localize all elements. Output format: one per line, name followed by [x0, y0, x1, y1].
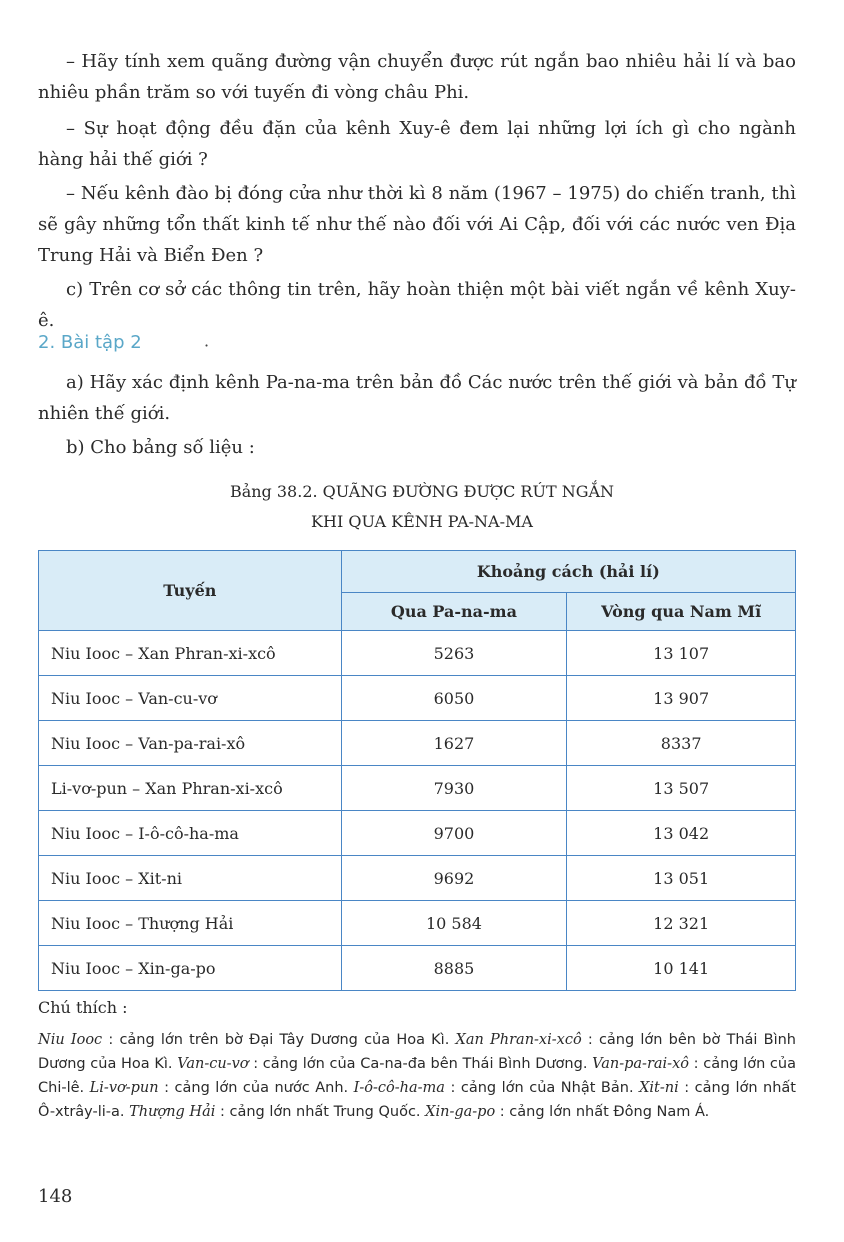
note-desc: : cảng lớn của Ca-na-đa bên Thái Bình Dương. — [248, 1056, 593, 1072]
exercise-part-b: b) Cho bảng số liệu : — [66, 437, 255, 458]
question-benefits: – Sự hoạt động đều đặn của kênh Xuy-ê đem lại những lợi ích gì cho ngành hàng hải thế giới ? — [38, 118, 796, 170]
route-cell: Niu Iooc – Van-pa-rai-xô — [39, 721, 342, 766]
south-america-cell: 10 141 — [567, 946, 796, 991]
notes-title: Chú thích : — [38, 998, 128, 1017]
route-cell: Niu Iooc – Van-cu-vơ — [39, 676, 342, 721]
table-row — [39, 946, 796, 991]
south-america-cell: 8337 — [567, 721, 796, 766]
south-america-cell: 13 507 — [567, 766, 796, 811]
note-desc: : cảng lớn bên bờ Thái Bình Dương của Hoa Kì. — [38, 1032, 796, 1072]
panama-cell: 10 584 — [341, 901, 567, 946]
note-term: Xin-ga-po — [425, 1104, 496, 1120]
distance-table — [38, 550, 796, 991]
table-row — [39, 631, 796, 676]
panama-cell: 1627 — [341, 721, 567, 766]
header-south-america: Vòng qua Nam Mĩ — [567, 593, 796, 631]
panama-cell: 6050 — [341, 676, 567, 721]
header-route: Tuyến — [39, 551, 342, 631]
header-distance: Khoảng cách (hải lí) — [341, 551, 795, 593]
route-cell: Niu Iooc – I-ô-cô-ha-ma — [39, 811, 342, 856]
question-closure: – Nếu kênh đào bị đóng cửa như thời kì 8 năm (1967 – 1975) do chiến tranh, thì sẽ gây những tổn thất kinh tế như thế nào đối với Ai Cập, đối với các nước ven Địa Trung Hải và Biển Đen ? — [38, 183, 796, 266]
route-cell: Niu Iooc – Thượng Hải — [39, 901, 342, 946]
note-desc: : cảng lớn của Nhật Bản. — [444, 1080, 640, 1096]
question-essay: c) Trên cơ sở các thông tin trên, hãy hoàn thiện một bài viết ngắn về kênh Xuy-ê. — [38, 279, 796, 331]
page-number: 148 — [38, 1186, 73, 1207]
note-desc: : cảng lớn của nước Anh. — [158, 1080, 354, 1096]
note-desc: : cảng lớn nhất Trung Quốc. — [215, 1104, 426, 1120]
panama-cell: 8885 — [341, 946, 567, 991]
note-desc: : cảng lớn trên bờ Đại Tây Dương của Hoa Kì. — [102, 1032, 456, 1048]
question-distance: – Hãy tính xem quãng đường vận chuyển được rút ngắn bao nhiêu hải lí và bao nhiêu phần trăm so với tuyến đi vòng châu Phi. — [38, 51, 796, 103]
table-row — [39, 721, 796, 766]
table-row — [39, 676, 796, 721]
panama-cell: 9700 — [341, 811, 567, 856]
south-america-cell: 13 907 — [567, 676, 796, 721]
panama-cell: 9692 — [341, 856, 567, 901]
south-america-cell: 12 321 — [567, 901, 796, 946]
exercise-part-a: a) Hãy xác định kênh Pa-na-ma trên bản đồ Các nước trên thế giới và bản đồ Tự nhiên thế giới. — [38, 372, 796, 424]
table-row — [39, 766, 796, 811]
table-caption-line2: KHI QUA KÊNH PA-NA-MA — [311, 512, 533, 531]
panama-cell: 5263 — [341, 631, 567, 676]
south-america-cell: 13 042 — [567, 811, 796, 856]
panama-cell: 7930 — [341, 766, 567, 811]
table-row — [39, 901, 796, 946]
note-term: Li-vơ-pun — [89, 1080, 159, 1096]
note-desc: : cảng lớn của Chi-lê. — [38, 1056, 796, 1096]
section-title: 2. Bài tập 2 — [38, 332, 142, 353]
table-row — [39, 856, 796, 901]
route-cell: Niu Iooc – Xin-ga-po — [39, 946, 342, 991]
note-term: Van-cu-vơ — [177, 1056, 249, 1072]
route-cell: Niu Iooc – Xan Phran-xi-xcô — [39, 631, 342, 676]
table-caption-line1: Bảng 38.2. QUÃNG ĐƯỜNG ĐƯỢC RÚT NGẮN — [229, 482, 615, 501]
south-america-cell: 13 107 — [567, 631, 796, 676]
note-term: I-ô-cô-ha-ma — [353, 1080, 445, 1096]
route-cell: Li-vơ-pun – Xan Phran-xi-xcô — [39, 766, 342, 811]
note-desc: : cảng lớn nhất Đông Nam Á. — [495, 1104, 710, 1120]
note-term: Thượng Hải — [129, 1104, 216, 1120]
route-cell: Niu Iooc – Xit-ni — [39, 856, 342, 901]
stray-dot: · — [204, 336, 210, 355]
header-panama: Qua Pa-na-ma — [341, 593, 567, 631]
south-america-cell: 13 051 — [567, 856, 796, 901]
note-desc: : cảng lớn nhất Ô-xtrây-li-a. — [38, 1080, 796, 1120]
note-term: Niu Iooc — [38, 1032, 103, 1048]
table-row — [39, 811, 796, 856]
notes-text — [38, 1028, 796, 1124]
note-term: Xit-ni — [639, 1080, 679, 1096]
note-term: Van-pa-rai-xô — [592, 1056, 689, 1072]
note-term: Xan Phran-xi-xcô — [455, 1032, 582, 1048]
